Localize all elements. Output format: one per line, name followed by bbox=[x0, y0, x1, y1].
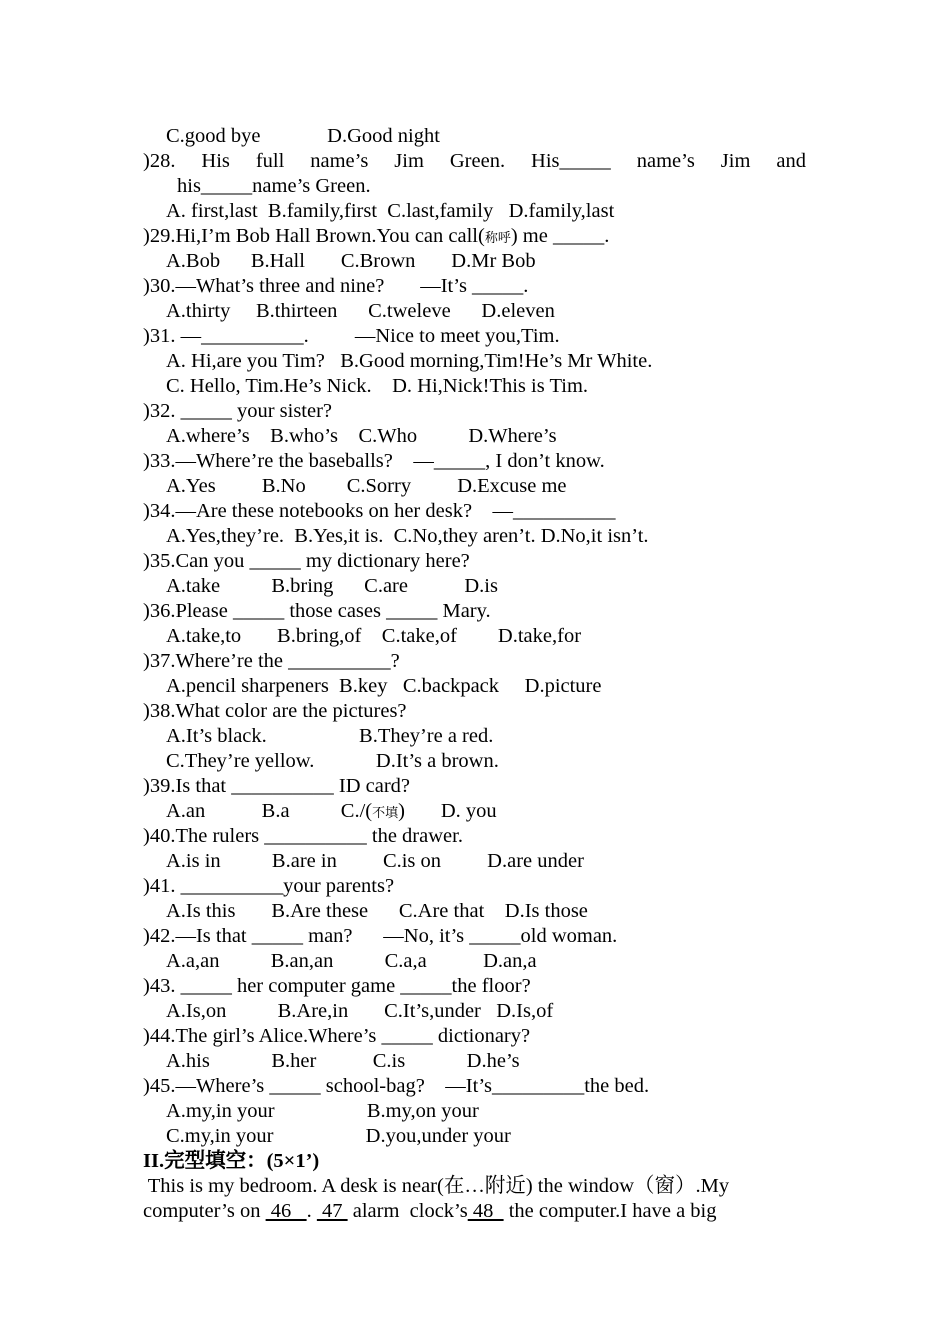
cloze-text: computer’s on bbox=[143, 1200, 266, 1222]
q28-word: His bbox=[201, 150, 230, 172]
q36-options: A.take,to B.bring,of C.take,of D.take,for bbox=[166, 625, 582, 647]
cloze-text: the computer.I have a big bbox=[503, 1200, 717, 1222]
question-38: )38.What color are the pictures? bbox=[143, 700, 407, 722]
question-37: )37.Where’re the __________? bbox=[143, 650, 400, 672]
cloze-passage-line-2 bbox=[143, 1199, 717, 1224]
question-28 bbox=[143, 149, 806, 174]
q31-options-ab: A. Hi,are you Tim? B.Good morning,Tim!He’s Mr White. bbox=[166, 350, 653, 372]
q29-text-end: ) me _____. bbox=[510, 225, 610, 247]
cloze-blank-48: 48 bbox=[467, 1200, 504, 1222]
question-42: )42.—Is that _____ man? —No, it’s _____old woman. bbox=[143, 925, 618, 947]
q41-options: A.Is this B.Are these C.Are that D.Is those bbox=[166, 900, 588, 922]
q28-word: )28. bbox=[143, 150, 176, 172]
q28-word: name’s bbox=[636, 150, 695, 172]
q31-options-cd: C. Hello, Tim.He’s Nick. D. Hi,Nick!This is Tim. bbox=[166, 375, 589, 397]
question-33: )33.—Where’re the baseballs? —_____, I don’t know. bbox=[143, 450, 605, 472]
question-30: )30.—What’s three and nine? —It’s _____. bbox=[143, 275, 529, 297]
question-43: )43. _____ her computer game _____the floor? bbox=[143, 975, 531, 997]
q33-options: A.Yes B.No C.Sorry D.Excuse me bbox=[166, 475, 567, 497]
q40-options: A.is in B.are in C.is on D.are under bbox=[166, 850, 584, 872]
q29-text: )29.Hi,I’m Bob Hall Brown.You can call( bbox=[143, 225, 485, 247]
q27-options-cont: C.good bye D.Good night bbox=[166, 125, 440, 147]
q28-word: His_____ bbox=[531, 150, 611, 172]
question-29 bbox=[143, 224, 609, 249]
q38-options-ab: A.It’s black. B.They’re a red. bbox=[166, 725, 494, 747]
q37-options: A.pencil sharpeners B.key C.backpack D.picture bbox=[166, 675, 602, 697]
question-39: )39.Is that __________ ID card? bbox=[143, 775, 411, 797]
q29-gloss: 称呼 bbox=[484, 230, 511, 245]
question-35: )35.Can you _____ my dictionary here? bbox=[143, 550, 470, 572]
cloze-blank-47: 47 bbox=[316, 1200, 348, 1222]
question-34: )34.—Are these notebooks on her desk? —__________ bbox=[143, 500, 616, 522]
q28-word: and bbox=[776, 150, 806, 172]
q28-options: A. first,last B.family,first C.last,family D.family,last bbox=[166, 200, 615, 222]
q28-word: Green. bbox=[449, 150, 506, 172]
q44-options: A.his B.her C.is D.he’s bbox=[166, 1050, 520, 1072]
q45-options-cd: C.my,in your D.you,under your bbox=[166, 1125, 511, 1147]
q32-options: A.where’s B.who’s C.Who D.Where’s bbox=[166, 425, 557, 447]
cloze-text: alarm clock’s bbox=[347, 1200, 468, 1222]
q39-options-end: ) D. you bbox=[398, 800, 497, 822]
question-40: )40.The rulers __________ the drawer. bbox=[143, 825, 463, 847]
q39-gloss: 不填 bbox=[372, 805, 399, 820]
q29-options: A.Bob B.Hall C.Brown D.Mr Bob bbox=[166, 250, 536, 272]
cloze-text: . bbox=[306, 1200, 317, 1222]
section-heading: II.完型填空：(5×1’) bbox=[143, 1150, 320, 1172]
q28-word: Jim bbox=[394, 150, 424, 172]
question-44: )44.The girl’s Alice.Where’s _____ dictionary? bbox=[143, 1025, 531, 1047]
q28-word: full bbox=[255, 150, 285, 172]
question-31: )31. —__________. —Nice to meet you,Tim. bbox=[143, 325, 560, 347]
question-45: )45.—Where’s _____ school-bag? —It’s_________the bed. bbox=[143, 1075, 650, 1097]
cloze-passage-line-1: This is my bedroom. A desk is near(在…附近) the window（窗）.My bbox=[143, 1175, 730, 1197]
q28-word: name’s bbox=[310, 150, 369, 172]
q43-options: A.Is,on B.Are,in C.It’s,under D.Is,of bbox=[166, 1000, 554, 1022]
question-32: )32. _____ your sister? bbox=[143, 400, 333, 422]
question-41: )41. __________your parents? bbox=[143, 875, 395, 897]
q39-options-text: A.an B.a C./( bbox=[166, 800, 373, 822]
q42-options: A.a,an B.an,an C.a,a D.an,a bbox=[166, 950, 537, 972]
cloze-blank-46: 46 bbox=[265, 1200, 307, 1222]
q35-options: A.take B.bring C.are D.is bbox=[166, 575, 498, 597]
q39-options bbox=[166, 799, 497, 824]
q45-options-ab: A.my,in your B.my,on your bbox=[166, 1100, 479, 1122]
q30-options: A.thirty B.thirteen C.tweleve D.eleven bbox=[166, 300, 555, 322]
q38-options-cd: C.They’re yellow. D.It’s a brown. bbox=[166, 750, 499, 772]
q28-continuation: his_____name’s Green. bbox=[177, 175, 371, 197]
question-36: )36.Please _____ those cases _____ Mary. bbox=[143, 600, 491, 622]
q34-options: A.Yes,they’re. B.Yes,it is. C.No,they aren’t. D.No,it isn’t. bbox=[166, 525, 649, 547]
q28-word: Jim bbox=[720, 150, 751, 172]
